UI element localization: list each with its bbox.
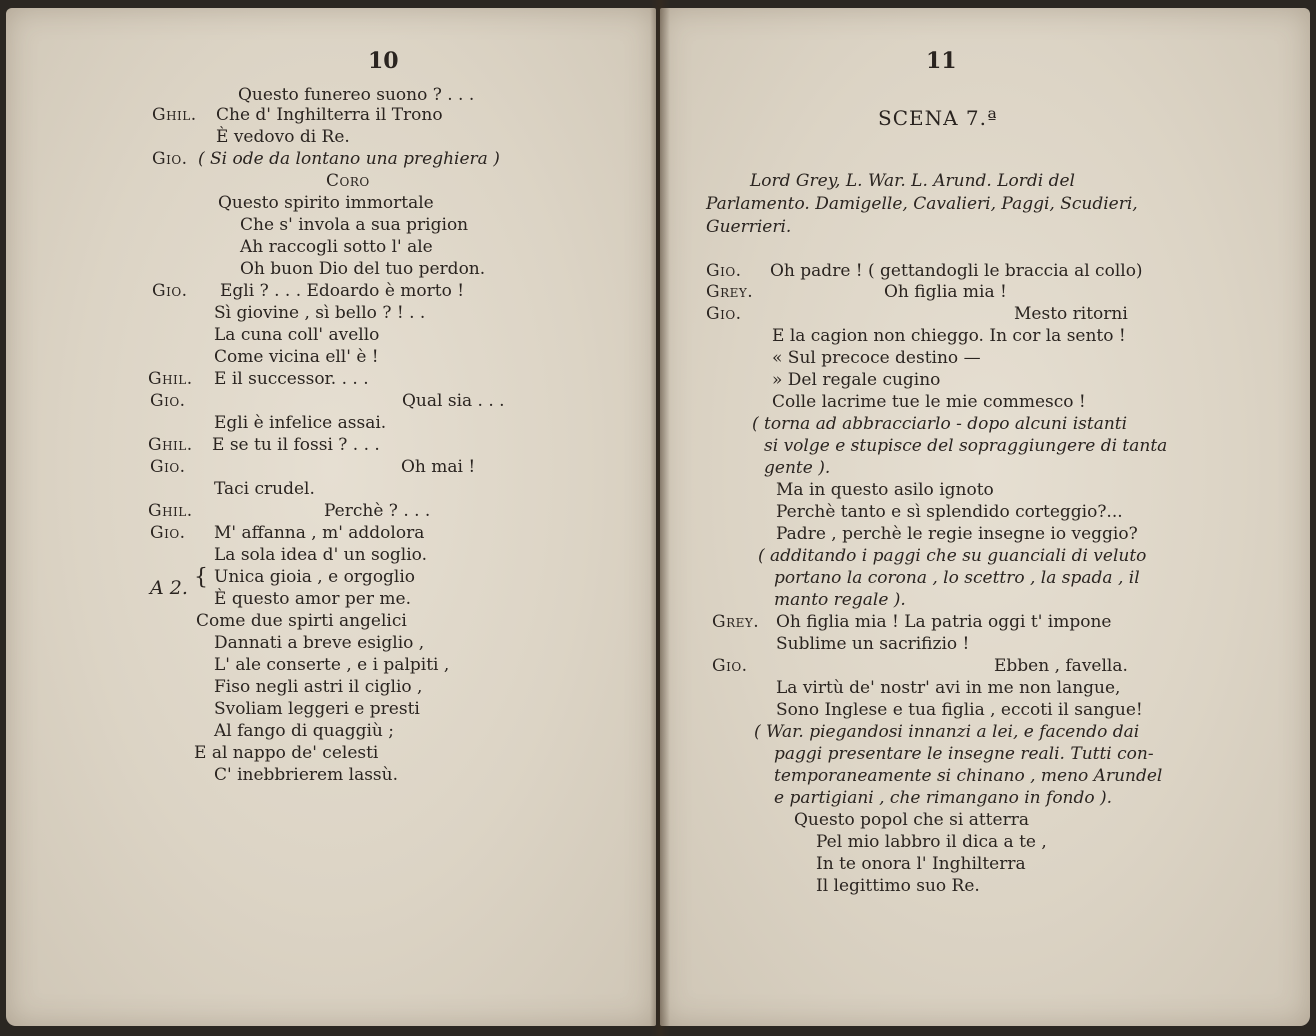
verse-line: Egli è infelice assai. xyxy=(214,413,387,433)
verse-line: Come due spirti angelici xyxy=(196,611,407,631)
verse-line: Perchè tanto e sì splendido corteggio?... xyxy=(776,502,1123,522)
duet-label: A 2. xyxy=(150,577,188,599)
chorus-label: Coro xyxy=(326,171,370,191)
stage-direction: ( additando i paggi che su guanciali di veluto xyxy=(758,546,1147,566)
verse-line: Che s' invola a sua prigion xyxy=(240,215,469,235)
verse-line: Come vicina ell' è ! xyxy=(214,347,379,367)
speaker-label: Ghil. xyxy=(148,369,193,389)
verse-line: Oh mai ! xyxy=(401,457,476,477)
verse-line: Oh figlia mia ! xyxy=(884,282,1007,302)
stage-direction: ( Si ode da lontano una preghiera ) xyxy=(198,149,500,169)
verse-line: E la cagion non chieggo. In cor la sento ! xyxy=(772,326,1126,346)
verse-line: Oh padre ! ( gettandogli le braccia al collo) xyxy=(770,261,1143,281)
stage-direction: paggi presentare le insegne reali. Tutti con- xyxy=(774,744,1154,764)
stage-direction: e partigiani , che rimangano in fondo ). xyxy=(774,788,1113,808)
verse-line: In te onora l' Inghilterra xyxy=(816,854,1026,874)
speaker-label: Gio. xyxy=(150,391,186,411)
verse-line: Questo funereo suono ? . . . xyxy=(238,85,475,105)
verse-line: Egli ? . . . Edoardo è morto ! xyxy=(220,281,465,301)
verse-line: Ebben , favella. xyxy=(994,656,1128,676)
verse-line: » Del regale cugino xyxy=(772,370,941,390)
verse-line: Oh figlia mia ! La patria oggi t' impone xyxy=(776,612,1112,632)
stage-direction: ( War. piegandosi innanzi a lei, e facendo dai xyxy=(754,722,1140,742)
verse-line: È questo amor per me. xyxy=(214,589,411,609)
cast-line: Guerrieri. xyxy=(706,217,792,237)
verse-line: Il legittimo suo Re. xyxy=(816,876,980,896)
speaker-label: Gio. xyxy=(706,261,742,281)
verse-line: È vedovo di Re. xyxy=(216,127,350,147)
verse-line: M' affanna , m' addolora xyxy=(214,523,425,543)
verse-line: Al fango di quaggiù ; xyxy=(214,721,394,741)
speaker-label: Gio. xyxy=(706,304,742,324)
verse-line: La virtù de' nostr' avi in me non langue, xyxy=(776,678,1121,698)
verse-line: E il successor. . . . xyxy=(214,369,369,389)
speaker-label: Gio. xyxy=(150,523,186,543)
verse-line: Sì giovine , sì bello ? ! . . xyxy=(214,303,426,323)
page-number: 10 xyxy=(368,48,399,74)
verse-line: Sublime un sacrifizio ! xyxy=(776,634,970,654)
cast-line: Lord Grey, L. War. L. Arund. Lordi del xyxy=(750,171,1075,191)
verse-line: Mesto ritorni xyxy=(1014,304,1128,324)
verse-line: E al nappo de' celesti xyxy=(194,743,379,763)
left-page xyxy=(6,8,656,1026)
verse-line: Ah raccogli sotto l' ale xyxy=(240,237,433,257)
verse-line: Pel mio labbro il dica a te , xyxy=(816,832,1047,852)
stage-direction: gente ). xyxy=(764,458,831,478)
stage-direction: temporaneamente si chinano , meno Arundel xyxy=(774,766,1163,786)
verse-line: Ma in questo asilo ignoto xyxy=(776,480,994,500)
verse-line: Padre , perchè le regie insegne io veggio? xyxy=(776,524,1138,544)
verse-line: Unica gioia , e orgoglio xyxy=(214,567,416,587)
verse-line: L' ale conserte , e i palpiti , xyxy=(214,655,450,675)
verse-line: La sola idea d' un soglio. xyxy=(214,545,427,565)
verse-line: Perchè ? . . . xyxy=(324,501,431,521)
verse-line: Dannati a breve esiglio , xyxy=(214,633,425,653)
speaker-label: Gio. xyxy=(712,656,748,676)
duet-brace: { xyxy=(194,565,208,590)
verse-line: Sono Inglese e tua figlia , eccoti il sangue! xyxy=(776,700,1143,720)
verse-line: Colle lacrime tue le mie commesco ! xyxy=(772,392,1086,412)
stage-direction: manto regale ). xyxy=(774,590,906,610)
verse-line: Oh buon Dio del tuo perdon. xyxy=(240,259,486,279)
verse-line: La cuna coll' avello xyxy=(214,325,380,345)
scene-heading: SCENA 7.ª xyxy=(878,106,998,130)
stage-direction: portano la corona , lo scettro , la spada , il xyxy=(774,568,1140,588)
book-gutter xyxy=(650,0,670,1036)
stage-direction: ( torna ad abbracciarlo - dopo alcuni istanti xyxy=(752,414,1128,434)
speaker-label: Grey. xyxy=(706,282,754,302)
verse-line: Taci crudel. xyxy=(214,479,315,499)
page-number: 11 xyxy=(926,48,957,74)
verse-line: Qual sia . . . xyxy=(402,391,505,411)
verse-line: Questo popol che si atterra xyxy=(794,810,1029,830)
right-page xyxy=(660,8,1310,1026)
verse-line: Fiso negli astri il ciglio , xyxy=(214,677,423,697)
speaker-label: Grey. xyxy=(712,612,760,632)
verse-line: C' inebbrierem lassù. xyxy=(214,765,399,785)
speaker-label: Gio. xyxy=(152,281,188,301)
speaker-label: Ghil. xyxy=(148,435,193,455)
verse-line: E se tu il fossi ? . . . xyxy=(212,435,380,455)
verse-line: Questo spirito immortale xyxy=(218,193,434,213)
verse-line: Svoliam leggeri e presti xyxy=(214,699,420,719)
stage-direction: si volge e stupisce del sopraggiungere di tanta xyxy=(764,436,1168,456)
speaker-label: Gio. xyxy=(152,149,188,169)
cast-line: Parlamento. Damigelle, Cavalieri, Paggi, Scudieri, xyxy=(706,194,1138,214)
speaker-label: Ghil. xyxy=(152,105,197,125)
verse-line: Che d' Inghilterra il Trono xyxy=(216,105,443,125)
verse-line: « Sul precoce destino — xyxy=(772,348,981,368)
speaker-label: Gio. xyxy=(150,457,186,477)
speaker-label: Ghil. xyxy=(148,501,193,521)
